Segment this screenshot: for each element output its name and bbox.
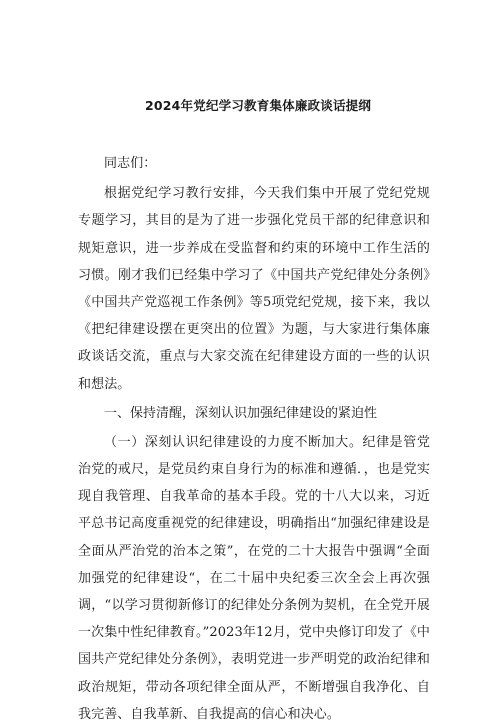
greeting: 同志们： [104,156,157,171]
intro-paragraph: 根据党纪学习教行安排，今天我们集中开展了党纪党规专题学习，其目的是为了进一步强化党员干部的纪律意识和规矩意识，进一步养成在受监督和约束的环境中工作生活的习惯。刚才我们已经集中学习了《中国共产党纪律处分条例》《中国共产党巡视工作条例》等5项党纪党规，接下来，我以《把纪律建设摆在更突出的位置》为题，与大家进行集体廉政谈话交流，重点与大家交流在纪律建设方面的一些的认识和想法。 [78,186,430,392]
section-heading: 一、保持清醒，深刻认识加强纪律建设的紧迫性 [104,405,378,421]
document-title: 2024年党纪学习教育集体廉政谈话提纲 [144,98,372,113]
section-paragraph: （一）深刻认识纪律建设的力度不断加大。纪律是管党治党的戒尺，是党员约束自身行为的标准和遵循．，也是党实现自我管理、自我革命的基本手段。党的十八大以来，习近平总书记高度重视党的纪律建设，明确指出“加强纪律建设是全面从严治党的治本之策”，在党的二十大报告中强调“全面加强党的纪律建设“，在二十届中央纪委三次全会上再次强调，“以学习贯彻新修订的纪律处分条例为契机，在全党开展一次集中性纪律教育。”2023年12月，党中央修订印发了《中国共产党纪律处分条例》，表明党进一步严明党的政治纪律和政治规矩，带动各项纪律全面从严，不断增强自我净化、自我完善、自我革新、自我提高的信心和决心。 [78,434,430,722]
